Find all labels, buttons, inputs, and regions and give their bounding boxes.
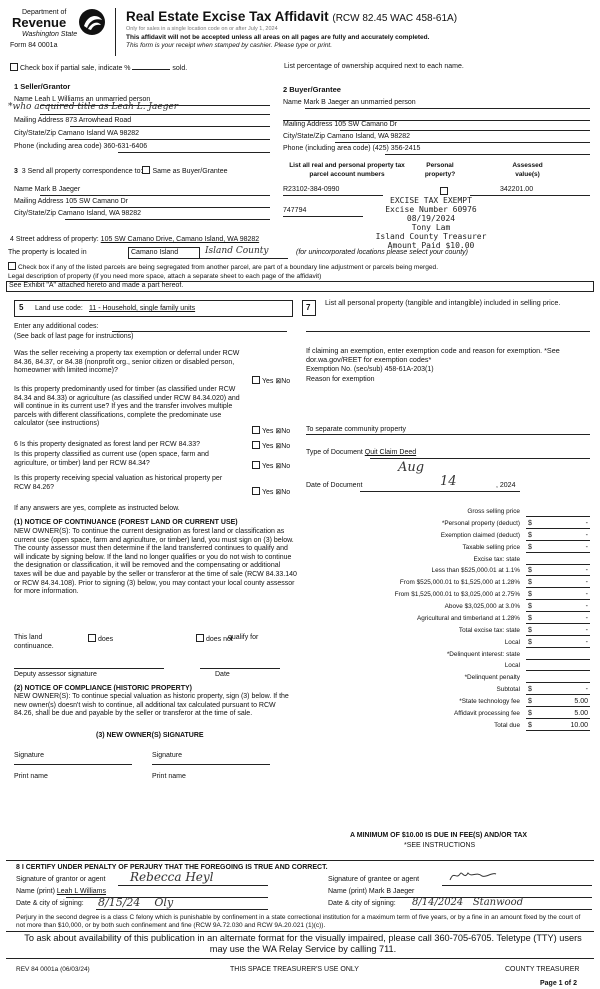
- grantee-name-row: Name (print) Mark B Jaeger: [328, 888, 415, 895]
- calc-label-t2: From $525,000.01 to $1,525,000 at 1.28%: [399, 579, 520, 586]
- buyer-phone: (425) 356-2415: [372, 145, 421, 152]
- doc-type-row: Type of Document Quit Claim Deed: [306, 449, 417, 456]
- calc-value-total_due[interactable]: 10.00: [570, 722, 588, 729]
- legal-desc-field[interactable]: See Exhibit "A" attached hereto and made a part hereof.: [6, 281, 594, 292]
- treasurer-use-only: THIS SPACE TREASURER'S USE ONLY: [230, 966, 359, 973]
- grantee-date-city: 8/14/2024 Stanwood: [412, 897, 524, 908]
- grantor-name-row: Name (print) Leah L Williams: [16, 888, 107, 895]
- owner-print-label-1: Print name: [14, 773, 48, 780]
- does-not-option[interactable]: does not: [196, 634, 233, 645]
- calc-dollar-t2: $: [528, 579, 532, 586]
- continuance-title: (1) NOTICE OF CONTINUANCE (FOREST LAND OR CURRENT USE): [14, 519, 238, 526]
- calc-label-delinquent_state: *Delinquent interest: state: [446, 651, 520, 658]
- parcel-1-personal-checkbox[interactable]: [440, 187, 448, 195]
- location-select[interactable]: Camano Island: [128, 247, 200, 259]
- treasurer-stamp: EXCISE TAX EXEMPT Excise Number 60976 08/19/2024 Tony Lam Island County Treasurer Amount Paid $10.00: [375, 196, 487, 250]
- does-option[interactable]: does: [88, 634, 113, 645]
- calc-value-local[interactable]: -: [585, 639, 588, 646]
- see-back-label: (See back of last page for instructions): [14, 333, 134, 340]
- calc-value-t3[interactable]: -: [585, 591, 588, 598]
- seller-name-row: Name Leah L Williams an unmarried person: [14, 96, 151, 103]
- partial-sale-row: Check box if partial sale, indicate % sold.: [10, 63, 187, 74]
- corr-city: Camano Island, WA 98282: [57, 210, 141, 217]
- calc-value-t4[interactable]: -: [585, 603, 588, 610]
- buyer-heading: 2 Buyer/Grantee: [283, 85, 341, 94]
- grantor-date-label: Date & city of signing:: [16, 900, 84, 907]
- reason-label: Reason for exemption: [306, 376, 375, 383]
- calc-value-taxable[interactable]: -: [585, 544, 588, 551]
- legal-desc-label: Legal description of property (if you need more space, attach a separate sheet to each page of the affidavit): [8, 273, 322, 280]
- continuance-text: NEW OWNER(S): To continue the current designation as forest land or classification as current use (open space, farm and agriculture, or timber) land, you must sign on (3) below. The county assessor must then determine if the land transferred continues to qualify and will indicate by signing below. If the land no longer qualifies or you do not wish to continue the designation or classification, it will be removed and the compensating or additional taxes will be due and payable by the seller or transferor at the time of sale (RCW 84.33.140 or RCW 84.34.108). Prior to signing (3) below, you may contact your local county assessor for more information.: [14, 528, 297, 596]
- calc-label-tech_fee: *State technology fee: [459, 698, 520, 705]
- calc-dollar-exemption: $: [528, 532, 532, 539]
- sec3-heading: 3 3 Send all property correspondence to: Same as Buyer/Grantee: [14, 168, 228, 175]
- calc-label-t5: Agricultural and timberland at 1.28%: [416, 615, 520, 622]
- exemption-number: Exemption No. (sec/sub) 458-61A-203(1): [306, 366, 434, 373]
- calc-label-local2: Local: [504, 662, 520, 669]
- deputy-date-label: Date: [215, 671, 230, 678]
- grantor-date-city: 8/15/24 Oly: [98, 896, 174, 909]
- if-any-yes: If any answers are yes, complete as instructed below.: [14, 505, 180, 512]
- buyer-phone-row: Phone (including area code) (425) 356-2415: [283, 145, 421, 152]
- minimum-due: A MINIMUM OF $10.00 IS DUE IN FEE(S) AND/OR TAX: [350, 832, 528, 839]
- parcel-1-value: 342201.00: [500, 186, 534, 193]
- doc-day-handwritten: 14: [440, 474, 457, 489]
- owner-sig-label-2: Signature: [152, 752, 182, 759]
- seller-heading: 1 Seller/Grantor: [14, 82, 71, 91]
- property-address: 105 SW Camano Drive, Camano Island, WA 98282: [100, 236, 260, 243]
- street-address-row: 4 Street address of property: 105 SW Camano Drive, Camano Island, WA 98282: [10, 236, 260, 243]
- buyer-name: Mark B Jaeger an unmarried person: [303, 99, 416, 106]
- calc-label-personal: *Personal property (deduct): [441, 520, 520, 527]
- buyer-name-row: Name Mark B Jaeger an unmarried person: [283, 99, 416, 106]
- seller-name: Leah L Williams an unmarried person: [34, 96, 151, 103]
- buyer-address: 105 SW Camano Dr: [334, 121, 398, 128]
- personal-property-label: List all personal property (tangible and intangible) included in selling price.: [325, 298, 561, 307]
- grantor-sig-label: Signature of grantor or agent: [16, 876, 106, 883]
- calc-value-t5[interactable]: -: [585, 615, 588, 622]
- grantee-name: Mark B Jaeger: [368, 888, 415, 895]
- qualify-label: qualify for continuance.: [14, 634, 259, 650]
- located-label: The property is located in: [8, 249, 87, 256]
- calc-value-tech_fee[interactable]: 5.00: [574, 698, 588, 705]
- seller-phone-row: Phone (including area code) 360-631-6406: [14, 143, 148, 150]
- calc-dollar-local: $: [528, 639, 532, 646]
- this-land-label: This land: [14, 634, 43, 641]
- calc-label-exemption: Exemption claimed (deduct): [440, 532, 520, 539]
- calc-dollar-total_excise: $: [528, 627, 532, 634]
- corr-address: 105 SW Camano Dr: [65, 198, 129, 205]
- calc-dollar-tech_fee: $: [528, 698, 532, 705]
- additional-codes-label: Enter any additional codes:: [14, 323, 99, 330]
- seller-address: 873 Arrowhead Road: [65, 117, 132, 124]
- grantor-signature: Rebecca Heyl: [130, 870, 214, 884]
- parcel-col-header: List all real and personal property tax parcel account numbers: [289, 162, 405, 178]
- calc-value-processing[interactable]: 5.00: [574, 710, 588, 717]
- calc-dollar-total_due: $: [528, 722, 532, 729]
- new-owner-sig-title: (3) NEW OWNER(S) SIGNATURE: [96, 732, 204, 739]
- page-title: Real Estate Excise Tax Affidavit (RCW 82.45 WAC 458-61A): [126, 9, 458, 24]
- segregated-row: Check box if any of the listed parcels are being segregated from another parcel, are part of a boundary line adjustment or parcels being merged.: [8, 262, 438, 273]
- q-timber-answer[interactable]: Yes ⊠No: [252, 426, 290, 437]
- assessed-col-header: Assessed value(s): [512, 162, 543, 178]
- owner-sig-label-1: Signature: [14, 752, 44, 759]
- seller-handwritten-note: *who acquired title as Leah L. Jaeger: [8, 102, 179, 112]
- page-number: Page 1 of 2: [540, 980, 577, 987]
- deputy-label: Deputy assessor signature: [14, 671, 97, 678]
- land-use-code: 11 - Household, single family units: [89, 305, 196, 312]
- grantee-sig-label: Signature of grantee or agent: [328, 876, 420, 883]
- q-exemption: Was the seller receiving a property tax exemption or deferral under RCW 84.36, 84.37, or 84.38 (nonprofit org., senior citizen or disabled person, homeowner with limited income)?: [14, 350, 240, 375]
- calc-value-exemption[interactable]: -: [585, 532, 588, 539]
- grantee-signature-mark: [448, 868, 498, 882]
- land-use-box: 5 Land use code: 11 - Household, single family units: [14, 300, 293, 317]
- receipt-note: This form is your receipt when stamped by cashier. Please type or print.: [126, 42, 333, 49]
- exemption-reason: To separate community property: [306, 426, 406, 433]
- grantee-date-label: Date & city of signing:: [328, 900, 396, 907]
- calc-value-personal[interactable]: -: [585, 520, 588, 527]
- seller-city: Camano Island WA 98282: [57, 130, 140, 137]
- doc-year: , 2024: [496, 482, 516, 489]
- rev-code: REV 84 0001a (06/03/24): [16, 966, 90, 973]
- ownership-note: List percentage of ownership acquired next to each name.: [284, 63, 464, 70]
- calc-value-subtotal[interactable]: -: [585, 686, 588, 693]
- seller-phone: 360-631-6406: [103, 143, 148, 150]
- calc-dollar-t4: $: [528, 603, 532, 610]
- see-instructions: *SEE INSTRUCTIONS: [404, 842, 476, 849]
- q-forest: 6 Is this property designated as forest land per RCW 84.33?: [14, 441, 200, 448]
- form-number: Form 84 0001a: [10, 42, 58, 49]
- same-as-buyer-checkbox[interactable]: [142, 166, 150, 174]
- q-current-use: Is this property classified as current use (open space, farm and agriculture, or timber) land per RCW 84.34?: [14, 451, 209, 467]
- calc-value-t2[interactable]: -: [585, 579, 588, 586]
- compliance-title: (2) NOTICE OF COMPLIANCE (HISTORIC PROPERTY): [14, 685, 192, 692]
- personal-col-header: Personal property?: [424, 162, 456, 178]
- unincorporated-note: (for unincorporated locations please select your county): [296, 249, 468, 256]
- calc-label-t3: From $1,525,000.01 to $3,025,000 at 2.75%: [394, 591, 520, 598]
- calc-label-t4: Above $3,025,000 at 3.0%: [444, 603, 520, 610]
- calc-label-total_due: Total due: [494, 722, 520, 729]
- buyer-city: Camano Island, WA 98282: [326, 133, 410, 140]
- doc-type: Quit Claim Deed: [364, 449, 417, 456]
- county-treasurer: COUNTY TREASURER: [505, 966, 580, 973]
- buyer-address-row: Mailing Address 105 SW Camano Dr: [283, 121, 398, 128]
- q-timber: Is this property predominantly used for timber (as classified under RCW 84.34 and 84.33) or agriculture (as classified under RCW 84.34.020) and will continue in its current use? If yes and the transfer involves multiple parcels with different classifications, complete the predominate use calculator (see instructions): [14, 386, 240, 428]
- calc-dollar-processing: $: [528, 710, 532, 717]
- doc-month-handwritten: Aug: [398, 460, 425, 475]
- partial-sale-checkbox[interactable]: [10, 63, 18, 71]
- sale-note: Only for sales in a single location code on or after July 1, 2024: [126, 26, 278, 32]
- calc-dollar-t1: $: [528, 567, 532, 574]
- state-label: Washington State: [22, 31, 78, 38]
- revenue-label: Revenue: [12, 15, 67, 30]
- calc-label-gross: Gross selling price: [467, 508, 520, 515]
- sec7-number-box: 7: [302, 300, 316, 316]
- calc-label-t1: Less than $525,000.01 at 1.1%: [431, 567, 520, 574]
- q-historic: Is this property receiving special valuation as historical property per RCW 84.26?: [14, 475, 223, 491]
- location-handwritten: Island County: [205, 246, 269, 256]
- calc-dollar-t3: $: [528, 591, 532, 598]
- accuracy-note: This affidavit will not be accepted unless all areas on all pages are fully and accurately completed.: [126, 34, 430, 41]
- sec3-address-row: Mailing Address 105 SW Camano Dr: [14, 198, 129, 205]
- corr-name: Mark B Jaeger: [34, 186, 81, 193]
- segregated-checkbox[interactable]: [8, 262, 16, 270]
- calc-label-penalty: *Delinquent penalty: [464, 674, 520, 681]
- calc-value-t1[interactable]: -: [585, 567, 588, 574]
- calc-label-taxable: Taxable selling price: [462, 544, 520, 551]
- grantor-name: Leah L Williams: [56, 888, 107, 895]
- exemption-instructions: If claiming an exemption, enter exemption code and reason for exemption. *See dor.wa.gov/REET for exemption codes*: [306, 346, 560, 364]
- q-current-use-answer[interactable]: Yes ⊠No: [252, 461, 290, 472]
- compliance-text: NEW OWNER(S): To continue special valuation as historic property, sign (3) below. If the new owner(s) doesn't wish to continue, all additional tax calculated pursuant to RCW 84.26, shall be due and payable by the seller or transferor at the time of sale.: [14, 693, 289, 718]
- calc-label-excise_state: Excise tax: state: [473, 556, 520, 563]
- calc-dollar-taxable: $: [528, 544, 532, 551]
- calc-label-subtotal: Subtotal: [496, 686, 520, 693]
- calc-value-total_excise[interactable]: -: [585, 627, 588, 634]
- calc-dollar-personal: $: [528, 520, 532, 527]
- calc-dollar-t5: $: [528, 615, 532, 622]
- seller-address-row: Mailing Address 873 Arrowhead Road: [14, 117, 132, 124]
- calc-label-total_excise: Total excise tax: state: [458, 627, 520, 634]
- q-exemption-answer[interactable]: Yes ⊠No: [252, 376, 290, 387]
- sec3-name-row: Name Mark B Jaeger: [14, 186, 81, 193]
- dept-label: Department of: [22, 9, 67, 16]
- calc-dollar-subtotal: $: [528, 686, 532, 693]
- dor-logo-icon: [78, 8, 106, 36]
- q-historic-answer[interactable]: Yes ⊠No: [252, 487, 290, 498]
- parcel-1: R23102-384-0990: [283, 186, 340, 193]
- perjury-notice: Perjury in the second degree is a class C felony which is punishable by confinement in a state correctional institution for a maximum term of five years, or by a fine in an amount fixed by the court of not more than $10,000, or by both such confinement and fine (RCW 9A.72.030 and RCW 9A.20.021 (1)(c)).: [16, 914, 581, 929]
- calc-label-processing: Affidavit processing fee: [454, 710, 520, 717]
- sec3-city-row: City/State/Zip Camano Island, WA 98282: [14, 210, 141, 217]
- doc-date-label: Date of Document: [306, 482, 363, 489]
- alt-format-notice: To ask about availability of this publication in an alternate format for the visually impaired, please call 360-705-6705. Teletype (TTY) users may use the WA Relay Service by calling 711.: [24, 933, 582, 954]
- seller-city-row: City/State/Zip Camano Island WA 98282: [14, 130, 140, 137]
- certify-statement: 8 I CERTIFY UNDER PENALTY OF PERJURY THAT THE FOREGOING IS TRUE AND CORRECT.: [16, 864, 328, 871]
- q-forest-answer[interactable]: Yes ⊠No: [252, 441, 290, 452]
- parcel-2: 747794: [283, 207, 307, 214]
- calc-label-local: Local: [504, 639, 520, 646]
- buyer-city-row: City/State/Zip Camano Island, WA 98282: [283, 133, 410, 140]
- owner-print-label-2: Print name: [152, 773, 186, 780]
